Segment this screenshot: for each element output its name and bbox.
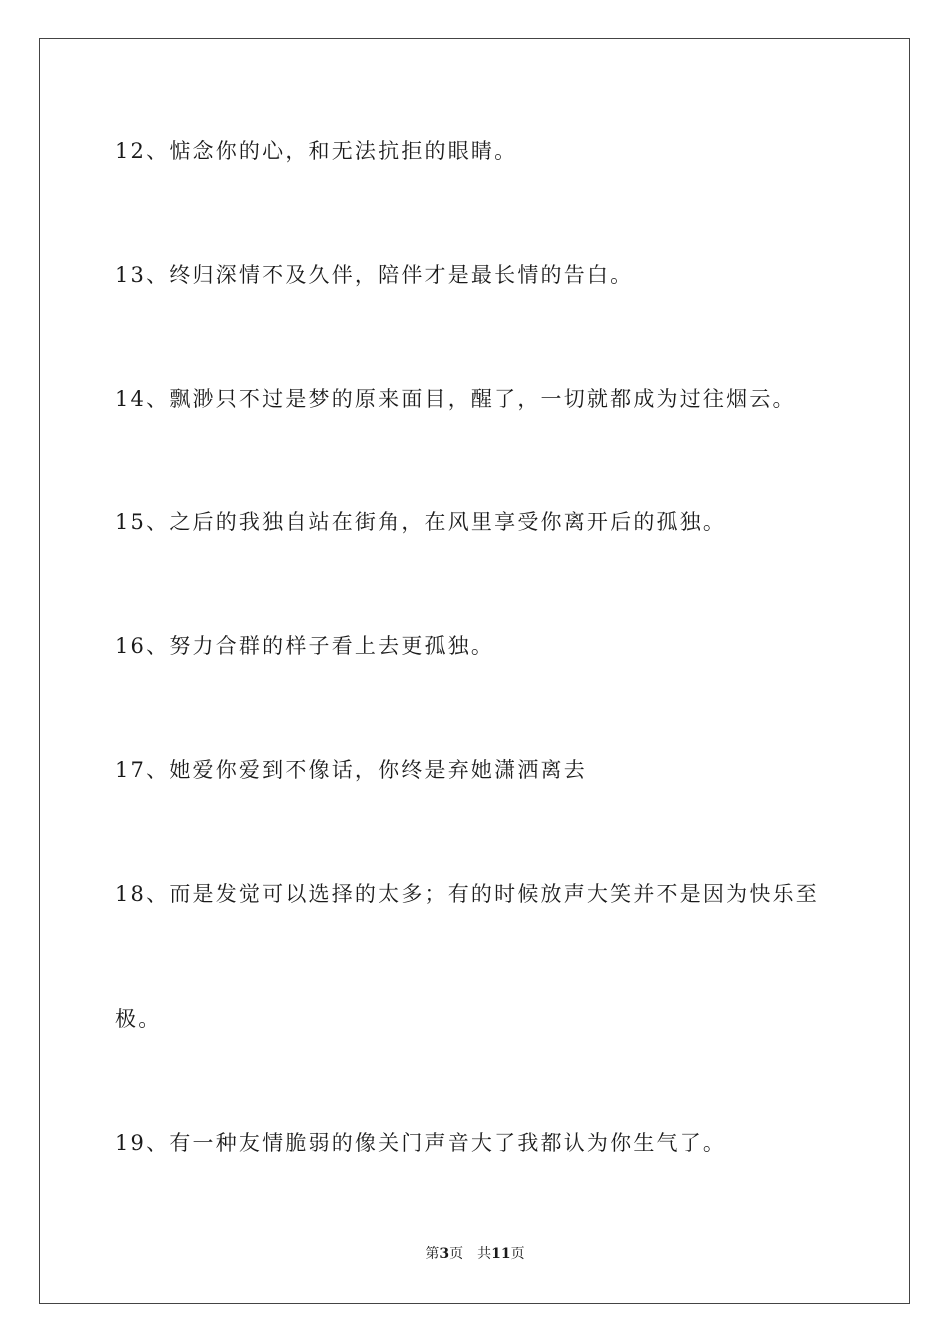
text-line-16: 16、努力合群的样子看上去更孤独。 bbox=[115, 634, 495, 658]
total-prefix: 共 bbox=[477, 1246, 492, 1262]
page-prefix: 第 bbox=[425, 1246, 440, 1262]
text-line-15: 15、之后的我独自站在街角，在风里享受你离开后的孤独。 bbox=[115, 510, 727, 534]
page-footer bbox=[0, 1245, 950, 1263]
text-line-13: 13、终归深情不及久伴，陪伴才是最长情的告白。 bbox=[115, 263, 634, 287]
text-line-17: 17、她爱你爱到不像话，你终是弃她潇洒离去 bbox=[115, 758, 587, 782]
total-suffix: 页 bbox=[510, 1246, 525, 1262]
text-line-18-continued: 极。 bbox=[115, 1007, 162, 1031]
page-number: 3 bbox=[439, 1246, 450, 1262]
text-line-14: 14、飘渺只不过是梦的原来面目，醒了，一切就都成为过往烟云。 bbox=[115, 387, 796, 411]
page-frame bbox=[39, 38, 910, 1304]
total-pages: 11 bbox=[491, 1246, 511, 1262]
text-line-12: 12、惦念你的心，和无法抗拒的眼睛。 bbox=[115, 139, 518, 163]
text-line-19: 19、有一种友情脆弱的像关门声音大了我都认为你生气了。 bbox=[115, 1131, 727, 1155]
page-suffix: 页 bbox=[449, 1246, 464, 1262]
text-line-18: 18、而是发觉可以选择的太多；有的时候放声大笑并不是因为快乐至 bbox=[115, 882, 819, 906]
